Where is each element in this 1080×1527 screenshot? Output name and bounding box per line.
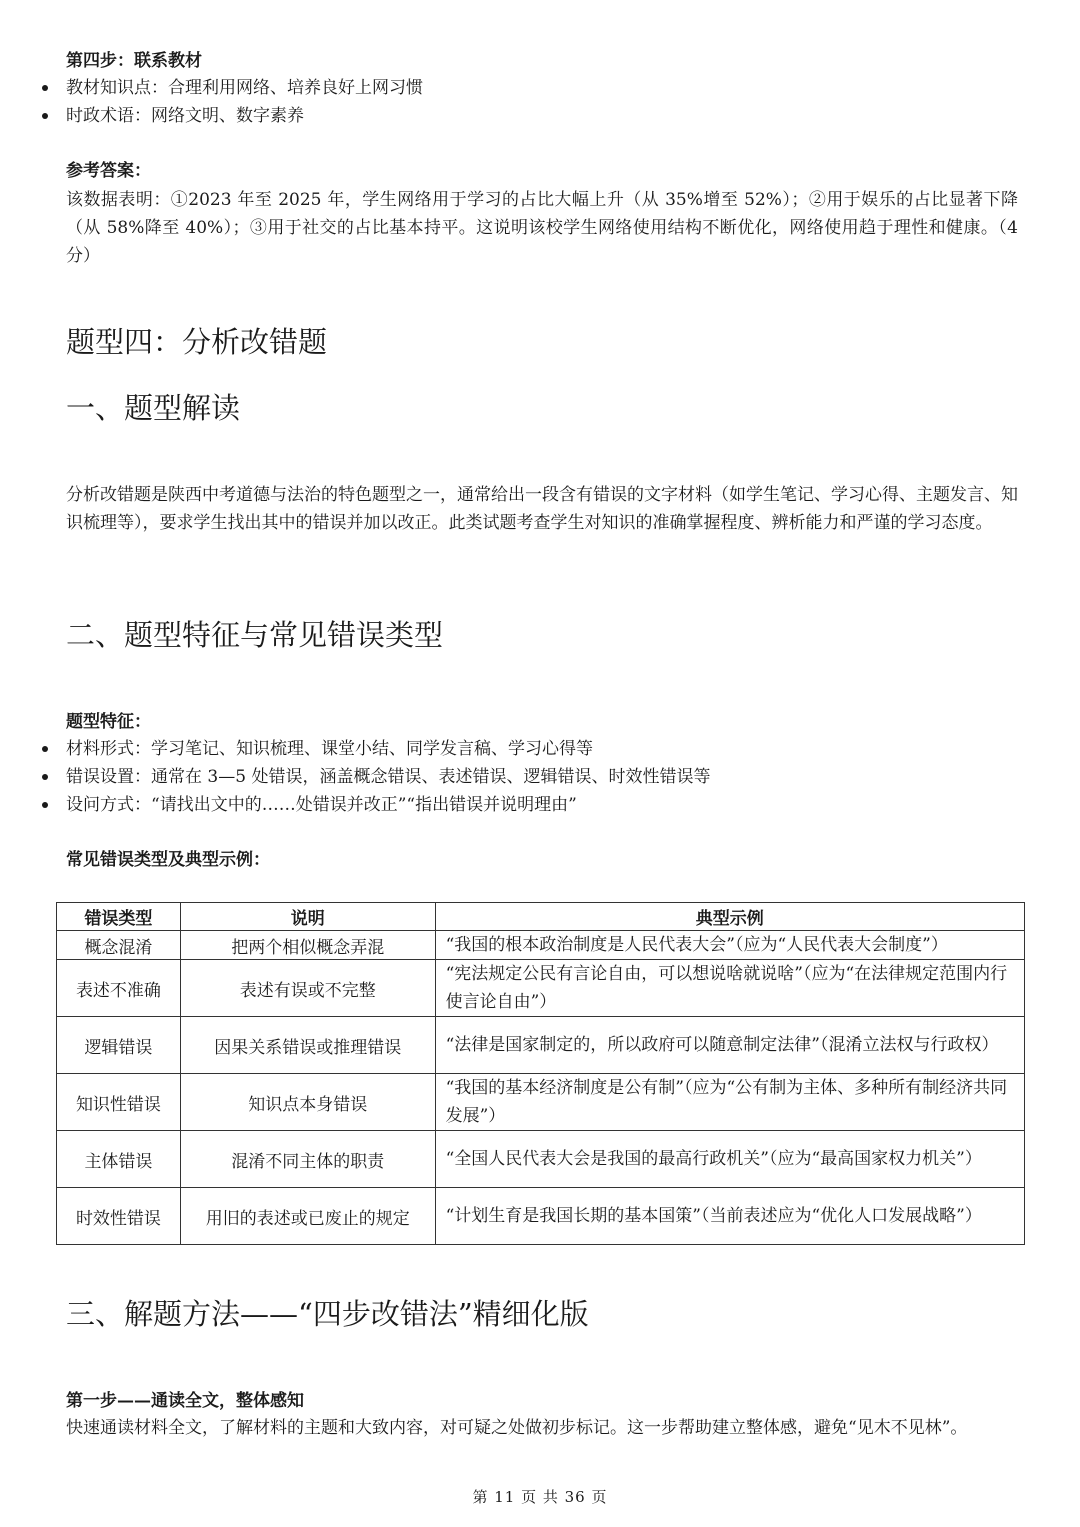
step1-heading: 第一步——通读全文，整体感知	[66, 1391, 304, 1411]
section2-title: 二、题型特征与常见错误类型	[66, 618, 444, 652]
table-cell: “宪法规定公民有言论自由，可以想说啥就说啥”（应为“在法律规定范围内行使言论自由”）	[435, 960, 1024, 1017]
section1-text: 分析改错题是陕西中考道德与法治的特色题型之一，通常给出一段含有错误的文字材料（如学生笔记、学习心得、主题发言、知识梳理等），要求学生找出其中的错误并加以改正。此类试题考查学生对知识的准确掌握程度、辨析能力和严谨的学习态度。	[66, 485, 1018, 533]
section3-title: 三、解题方法——“四步改错法”精细化版	[66, 1297, 589, 1331]
answer-heading: 参考答案：	[66, 161, 151, 181]
error-types-table	[56, 902, 1025, 1245]
table-cell: “法律是国家制定的，所以政府可以随意制定法律”（混淆立法权与行政权）	[435, 1017, 1024, 1074]
table-row	[57, 1131, 1025, 1188]
features-heading: 题型特征：	[66, 712, 151, 732]
table-row	[57, 960, 1025, 1017]
list-item: 材料形式：学习笔记、知识梳理、课堂小结、同学发言稿、学习心得等	[0, 735, 1018, 763]
table-cell: 知识性错误	[57, 1074, 181, 1131]
table-cell: 主体错误	[57, 1131, 181, 1188]
table-cell: 混淆不同主体的职责	[180, 1131, 435, 1188]
table-row	[57, 1017, 1025, 1074]
table-cell: 知识点本身错误	[180, 1074, 435, 1131]
list-item: 设问方式：“请找出文中的……处错误并改正”“指出错误并说明理由”	[0, 791, 1018, 819]
table-cell: “计划生育是我国长期的基本国策”（当前表述应为“优化人口发展战略”）	[435, 1188, 1024, 1245]
header-cell: 典型示例	[435, 903, 1024, 931]
features-list	[66, 735, 1018, 819]
table-cell: 把两个相似概念弄混	[180, 931, 435, 960]
table-cell: “我国的根本政治制度是人民代表大会”（应为“人民代表大会制度”）	[435, 931, 1024, 960]
table-cell: “我国的基本经济制度是公有制”（应为“公有制为主体、多种所有制经济共同发展”）	[435, 1074, 1024, 1131]
list-item: 教材知识点：合理利用网络、培养良好上网习惯	[0, 74, 1018, 102]
step4-list	[66, 74, 1018, 130]
list-item: 时政术语：网络文明、数字素养	[0, 102, 1018, 130]
table-cell: 逻辑错误	[57, 1017, 181, 1074]
table-row	[57, 1074, 1025, 1131]
table-cell: 时效性错误	[57, 1188, 181, 1245]
list-item: 错误设置：通常在 3—5 处错误，涵盖概念错误、表述错误、逻辑错误、时效性错误等	[0, 763, 1018, 791]
section1-title: 一、题型解读	[66, 391, 241, 425]
table-cell: 表述不准确	[57, 960, 181, 1017]
table-cell: “全国人民代表大会是我国的最高行政机关”（应为“最高国家权力机关”）	[435, 1131, 1024, 1188]
step4-heading: 第四步：联系教材	[66, 51, 202, 71]
answer-text: 该数据表明：①2023 年至 2025 年，学生网络用于学习的占比大幅上升（从 35%增至 52%）；②用于娱乐的占比显著下降（从 58%降至 40%）；③用于社交的占比基本持平。这说明该校学生网络使用结构不断优化，网络使用趋于理性和健康。（4 分）	[66, 190, 1018, 266]
table-row	[57, 931, 1025, 960]
table-cell: 用旧的表述或已废止的规定	[180, 1188, 435, 1245]
page-footer: 第 11 页 共 36 页	[472, 1488, 608, 1506]
header-cell: 错误类型	[57, 903, 181, 931]
header-cell: 说明	[180, 903, 435, 931]
table-row	[57, 1188, 1025, 1245]
step1-text: 快速通读材料全文，了解材料的主题和大致内容，对可疑之处做初步标记。这一步帮助建立整体感，避免“见木不见林”。	[66, 1418, 968, 1438]
table-cell: 因果关系错误或推理错误	[180, 1017, 435, 1074]
table-heading: 常见错误类型及典型示例：	[66, 850, 270, 870]
table-cell: 概念混淆	[57, 931, 181, 960]
question-type-title: 题型四：分析改错题	[66, 325, 328, 359]
table-cell: 表述有误或不完整	[180, 960, 435, 1017]
table-header-row	[57, 903, 1025, 931]
